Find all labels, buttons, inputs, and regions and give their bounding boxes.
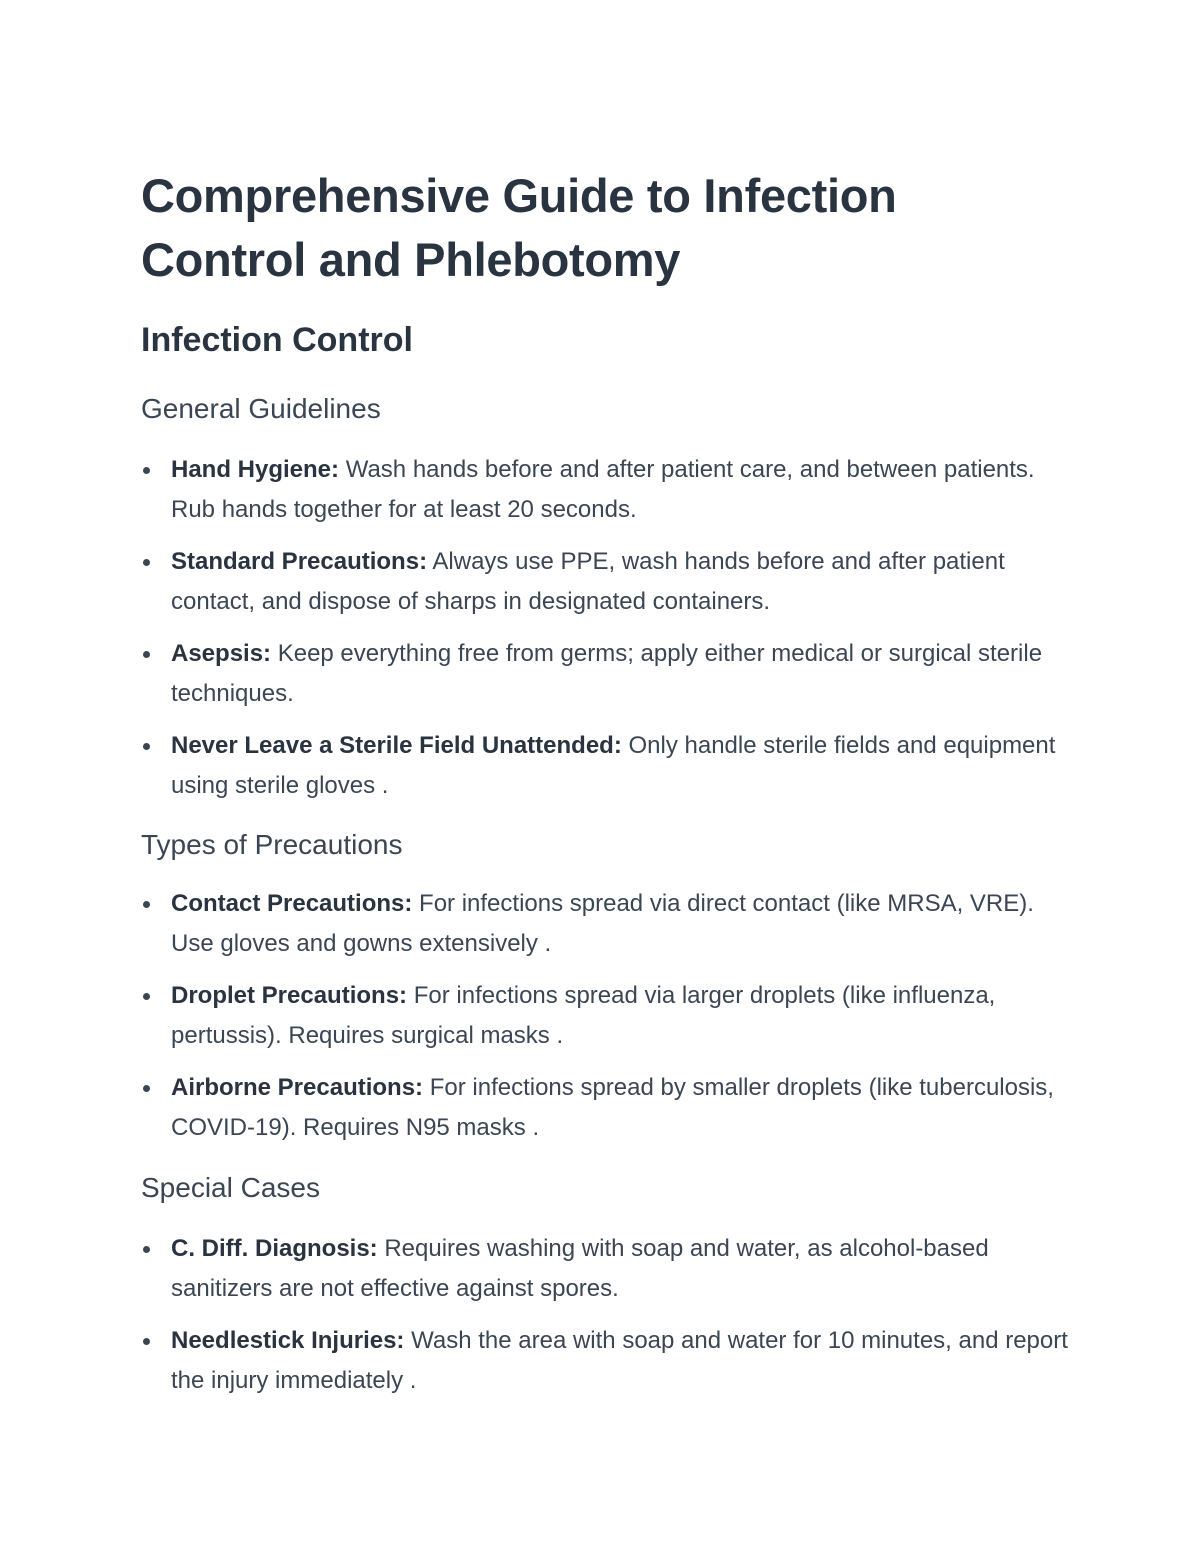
subsection-heading-general-guidelines: General Guidelines: [141, 393, 381, 424]
list-item-term: Droplet Precautions:: [171, 982, 408, 1009]
list-item-text: Wash the area with soap and water for 10 minutes, and report the injury immediately .: [171, 1327, 1068, 1394]
list-item: [141, 1229, 1071, 1309]
list-item: [141, 726, 1071, 806]
list-item: [141, 542, 1071, 622]
list-item-term: Needlestick Injuries:: [171, 1327, 405, 1354]
list-item: [141, 450, 1071, 530]
list-item-term: Never Leave a Sterile Field Unattended:: [171, 732, 622, 759]
subsection-heading-special-cases: Special Cases: [141, 1172, 320, 1203]
list-item-text: Requires washing with soap and water, as alcohol-based sanitizers are not effective against spores.: [171, 1235, 989, 1302]
list-item-term: Contact Precautions:: [171, 890, 413, 917]
document-title: Comprehensive Guide to Infection Control and Phlebotomy: [141, 169, 897, 286]
section-heading: Infection Control: [141, 321, 413, 359]
list-item-text: Always use PPE, wash hands before and after patient contact, and dispose of sharps in designated containers.: [171, 548, 1005, 615]
list-item-term: Standard Precautions:: [171, 548, 428, 575]
list-item-text: Keep everything free from germs; apply either medical or surgical sterile techniques.: [171, 640, 1043, 707]
subsection-heading-types-of-precautions: Types of Precautions: [141, 829, 403, 860]
list-item-text: For infections spread via larger droplets (like influenza, pertussis). Requires surgical masks .: [171, 982, 996, 1049]
list-item-term: C. Diff. Diagnosis:: [171, 1235, 378, 1262]
list-special-cases: [141, 1229, 1071, 1413]
list-item: [141, 1321, 1071, 1401]
list-item-term: Airborne Precautions:: [171, 1074, 424, 1101]
list-types-of-precautions: [141, 884, 1071, 1160]
list-item-term: Asepsis:: [171, 640, 272, 667]
list-item-text: For infections spread via direct contact (like MRSA, VRE). Use gloves and gowns extensively .: [171, 890, 1034, 957]
list-item: [141, 634, 1071, 714]
list-item-text: Wash hands before and after patient care, and between patients. Rub hands together for at least 20 seconds.: [171, 456, 1035, 523]
list-general-guidelines: [141, 450, 1071, 818]
list-item: [141, 1068, 1071, 1148]
list-item: [141, 884, 1071, 964]
list-item: [141, 976, 1071, 1056]
list-item-text: Only handle sterile fields and equipment using sterile gloves .: [171, 732, 1056, 799]
list-item-text: For infections spread by smaller droplets (like tuberculosis, COVID-19). Requires N95 masks .: [171, 1074, 1054, 1141]
list-item-term: Hand Hygiene:: [171, 456, 340, 483]
